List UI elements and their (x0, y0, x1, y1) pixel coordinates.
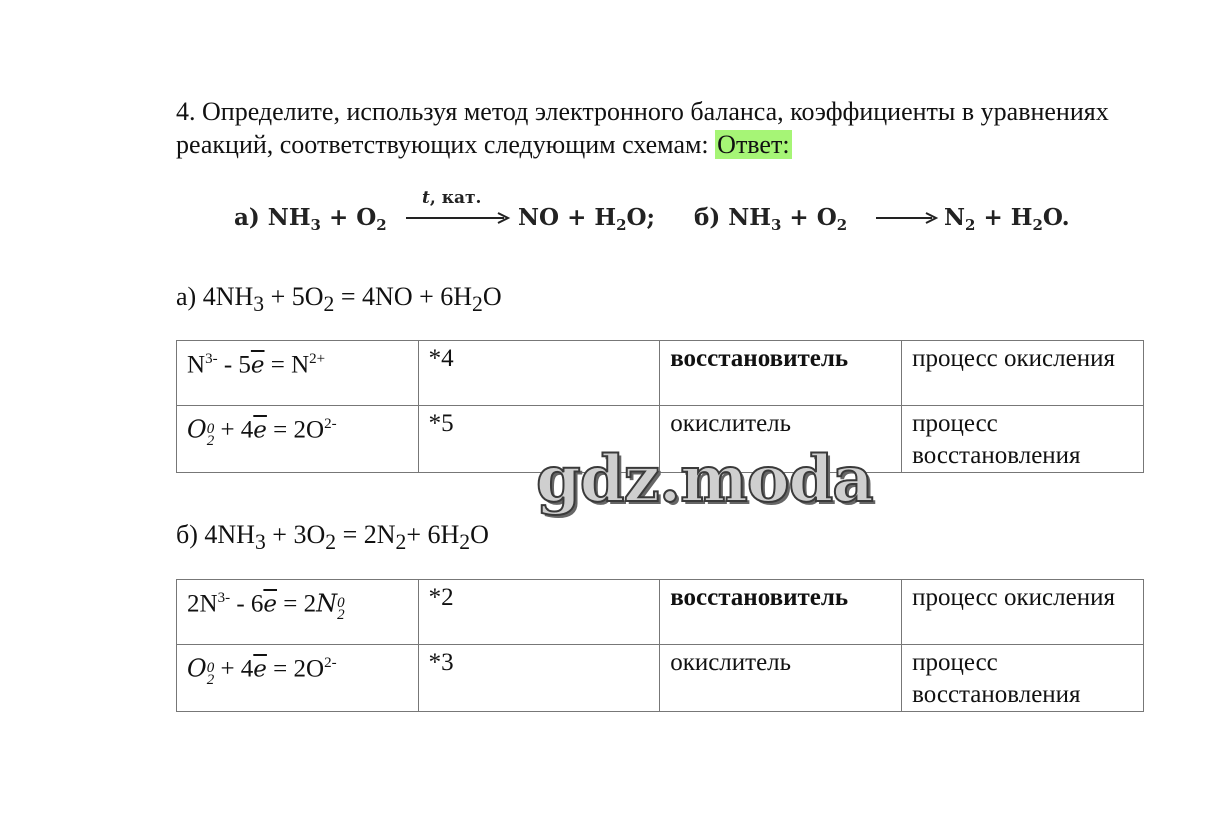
task-text (176, 95, 1136, 161)
scheme-b-reactants: б) $NH_3 + O_2$ (694, 204, 848, 235)
process-cell: процесс окисления (902, 341, 1144, 406)
coefficient-cell: *3 (418, 645, 660, 712)
answer-label: Ответ: (717, 130, 790, 159)
table-row (177, 580, 1144, 645)
scheme-b-arrow-icon (874, 210, 940, 226)
equation-b: б) $4NH_3 + 3O_2 = 2N_2+ 6H_2O$ (176, 520, 489, 555)
scheme-a-arrow-icon (404, 210, 512, 226)
reaction-schemes (234, 188, 1114, 248)
role-cell: окислитель (660, 645, 902, 712)
process-cell: процесс восстановления (902, 406, 1144, 473)
table-row (177, 645, 1144, 712)
process-cell: процесс восстановления (902, 645, 1144, 712)
role-cell: восстановитель (660, 341, 902, 406)
process-cell: процесс окисления (902, 580, 1144, 645)
scheme-a-reactants: а) $NH_3 + O_2$ (234, 204, 387, 235)
scheme-a-products: NO + $H_2O$; (518, 204, 656, 235)
role-cell: окислитель (660, 406, 902, 473)
equation-a: а) $4NH_3 + 5O_2 = 4NO + 6H_2O$ (176, 282, 502, 317)
coefficient-cell: *2 (418, 580, 660, 645)
coefficient-cell: *4 (418, 341, 660, 406)
scheme-b-products: $N_2 + H_2O$. (944, 204, 1070, 235)
scheme-a-condition: t, кат. (422, 188, 482, 208)
half-reaction-cell: O 0 2 + $4\overline{e} = 2O^{2-}$ (177, 645, 419, 712)
balance-table-b (176, 579, 1144, 712)
half-reaction-cell: $2N^{3-} - 6\overline{e} = 2N$ 0 2 (177, 580, 419, 645)
half-reaction-cell: O 0 2 + $4\overline{e} = 2O^{2-}$ (177, 406, 419, 473)
watermark-logo: gdz.moda (536, 442, 873, 517)
role-cell: восстановитель (660, 580, 902, 645)
coefficient-cell: *5 (418, 406, 660, 473)
task-question: 4. Определите, используя метод электронного баланса, коэффициенты в уравнениях реакций, соответствующих следующим схемам: (176, 97, 1109, 159)
half-reaction-cell: $N^{3-} - 5\overline{e} = N^{2+}$ (177, 341, 419, 406)
table-row (177, 341, 1144, 406)
